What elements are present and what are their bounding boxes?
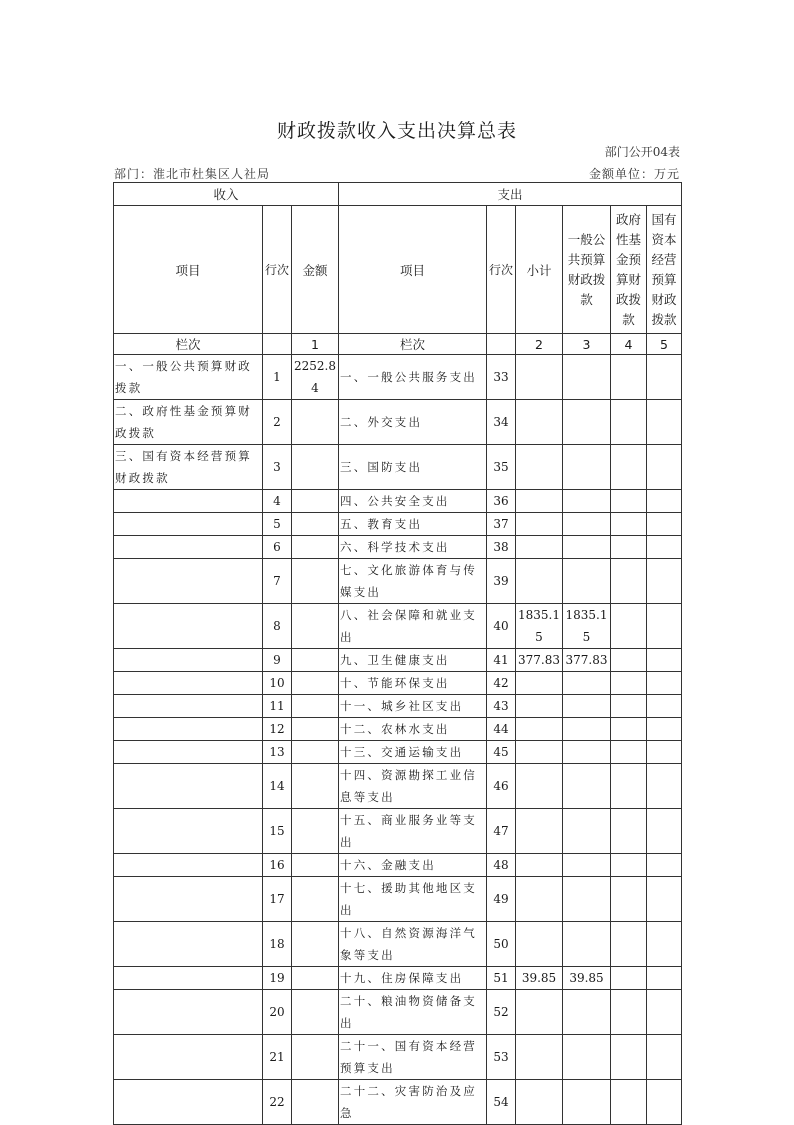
table-row [114,922,682,967]
income-amount-cell [292,877,339,922]
state-capital-amount-cell [647,672,682,695]
table-row [114,355,682,400]
income-item-cell [114,1035,263,1080]
general-budget-amount-cell [563,672,611,695]
gov-fund-amount-cell [611,1035,647,1080]
income-header: 收入 [114,183,339,206]
expense-item-cell: 二十二、灾害防治及应急 [339,1080,487,1125]
state-capital-amount-cell [647,445,682,490]
income-line-cell: 11 [263,695,292,718]
income-amount-cell [292,741,339,764]
general-budget-amount-cell [563,400,611,445]
income-item-cell [114,536,263,559]
income-line-cell: 2 [263,400,292,445]
col-number-4: 4 [611,334,647,355]
general-budget-amount-cell [563,1035,611,1080]
subtotal-amount-cell [516,1035,563,1080]
gov-fund-amount-cell [611,764,647,809]
income-amount-cell [292,604,339,649]
income-line-cell: 12 [263,718,292,741]
state-capital-amount-cell [647,741,682,764]
expense-item-cell: 五、教育支出 [339,513,487,536]
subtotal-amount-cell [516,877,563,922]
income-line-cell: 22 [263,1080,292,1125]
income-item-cell [114,967,263,990]
gov-fund-amount-cell [611,695,647,718]
state-capital-amount-cell [647,400,682,445]
general-budget-amount-cell [563,445,611,490]
state-capital-amount-cell [647,718,682,741]
expense-line-cell: 52 [487,990,516,1035]
expense-line-cell: 37 [487,513,516,536]
subtotal-amount-cell [516,809,563,854]
state-capital-amount-cell [647,990,682,1035]
general-budget-amount-cell [563,536,611,559]
income-item-cell [114,513,263,536]
expense-item-cell: 十四、资源勘探工业信息等支出 [339,764,487,809]
income-amount-cell [292,990,339,1035]
gov-fund-amount-cell [611,513,647,536]
subtotal-amount-cell [516,1080,563,1125]
income-amount-cell [292,764,339,809]
income-item-cell [114,559,263,604]
gov-fund-amount-cell [611,604,647,649]
expense-line-cell: 41 [487,649,516,672]
income-item-cell [114,695,263,718]
subtotal-header: 小计 [516,206,563,334]
form-number: 部门公开04表 [604,145,680,159]
expense-item-cell: 十一、城乡社区支出 [339,695,487,718]
gov-fund-amount-cell [611,355,647,400]
table-row [114,764,682,809]
expense-line-cell: 34 [487,400,516,445]
income-amount-cell [292,672,339,695]
subtotal-amount-cell [516,400,563,445]
col-number-2: 2 [516,334,563,355]
table-row [114,445,682,490]
table-row [114,854,682,877]
income-item-cell [114,718,263,741]
subtotal-amount-cell: 1835.15 [516,604,563,649]
subtotal-amount-cell: 39.85 [516,967,563,990]
income-line-cell: 1 [263,355,292,400]
income-item-cell [114,877,263,922]
expense-item-header: 项目 [339,206,487,334]
expense-line-cell: 40 [487,604,516,649]
table-row [114,877,682,922]
expense-item-cell: 十七、援助其他地区支出 [339,877,487,922]
income-line-cell: 10 [263,672,292,695]
subtotal-amount-cell [516,490,563,513]
subtotal-amount-cell [516,672,563,695]
income-line-cell: 16 [263,854,292,877]
table-row [114,400,682,445]
gov-fund-amount-cell [611,1080,647,1125]
expense-item-cell: 十九、住房保障支出 [339,967,487,990]
table-row [114,513,682,536]
expense-line-cell: 35 [487,445,516,490]
expense-item-cell: 二十、粮油物资储备支出 [339,990,487,1035]
state-capital-header: 国有资本经营预算财政拨款 [647,206,682,334]
income-line-cell: 14 [263,764,292,809]
subtotal-amount-cell [516,854,563,877]
general-budget-amount-cell [563,990,611,1035]
general-budget-amount-cell [563,1080,611,1125]
expense-item-cell: 一、一般公共服务支出 [339,355,487,400]
subtotal-amount-cell [516,718,563,741]
income-item-cell [114,990,263,1035]
state-capital-amount-cell [647,877,682,922]
general-budget-amount-cell: 1835.15 [563,604,611,649]
state-capital-amount-cell [647,1080,682,1125]
state-capital-amount-cell [647,922,682,967]
subtotal-amount-cell [516,695,563,718]
table-row [114,1080,682,1125]
expense-line-cell: 54 [487,1080,516,1125]
gov-fund-amount-cell [611,400,647,445]
state-capital-amount-cell [647,355,682,400]
table-row [114,649,682,672]
income-line-cell: 15 [263,809,292,854]
general-budget-amount-cell [563,695,611,718]
expense-line-cell: 45 [487,741,516,764]
income-item-cell [114,649,263,672]
gov-fund-amount-cell [611,741,647,764]
table-row [114,559,682,604]
table-row [114,809,682,854]
gov-fund-amount-cell [611,672,647,695]
expense-header: 支出 [339,183,682,206]
subtotal-amount-cell [516,445,563,490]
income-line-cell: 9 [263,649,292,672]
income-amount-cell [292,445,339,490]
income-amount-cell [292,536,339,559]
table-row [114,967,682,990]
income-line-cell: 6 [263,536,292,559]
income-amount-cell [292,922,339,967]
subtotal-amount-cell [516,764,563,809]
subtotal-amount-cell: 377.83 [516,649,563,672]
expense-line-cell: 47 [487,809,516,854]
expense-item-cell: 二、外交支出 [339,400,487,445]
table-row [114,718,682,741]
income-amount-cell [292,490,339,513]
income-line-cell: 18 [263,922,292,967]
expense-item-cell: 二十一、国有资本经营预算支出 [339,1035,487,1080]
gov-fund-amount-cell [611,922,647,967]
income-line-cell: 5 [263,513,292,536]
general-budget-amount-cell [563,355,611,400]
general-budget-amount-cell [563,809,611,854]
expense-line-cell: 51 [487,967,516,990]
gov-fund-amount-cell [611,718,647,741]
expense-item-cell: 八、社会保障和就业支出 [339,604,487,649]
expense-item-cell: 十六、金融支出 [339,854,487,877]
income-line-cell: 8 [263,604,292,649]
gov-fund-amount-cell [611,536,647,559]
table-row [114,536,682,559]
income-line-header: 行次 [263,206,292,334]
state-capital-amount-cell [647,513,682,536]
page-title: 财政拨款收入支出决算总表 [276,120,517,142]
income-item-cell [114,809,263,854]
expense-line-cell: 53 [487,1035,516,1080]
expense-item-cell: 六、科学技术支出 [339,536,487,559]
state-capital-amount-cell [647,764,682,809]
income-line-cell: 19 [263,967,292,990]
expense-item-cell: 三、国防支出 [339,445,487,490]
general-budget-amount-cell [563,854,611,877]
income-item-cell: 一、一般公共预算财政拨款 [114,355,263,400]
income-amount-cell [292,718,339,741]
expense-line-cell: 38 [487,536,516,559]
expense-line-cell: 42 [487,672,516,695]
expense-line-cell: 44 [487,718,516,741]
col-number-3: 3 [563,334,611,355]
income-line-cell: 20 [263,990,292,1035]
table-row [114,695,682,718]
expense-item-cell: 十二、农林水支出 [339,718,487,741]
income-line-cell: 13 [263,741,292,764]
income-item-cell [114,741,263,764]
gov-fund-amount-cell [611,854,647,877]
income-amount-cell [292,854,339,877]
expense-line-cell: 33 [487,355,516,400]
income-amount-cell [292,559,339,604]
state-capital-amount-cell [647,604,682,649]
income-amount-cell [292,400,339,445]
subtotal-amount-cell [516,741,563,764]
table-row [114,604,682,649]
table-row [114,490,682,513]
empty-cell [263,334,292,355]
income-item-cell [114,490,263,513]
general-budget-amount-cell [563,741,611,764]
gov-fund-amount-cell [611,649,647,672]
col-label-income: 栏次 [114,334,263,355]
gov-fund-amount-cell [611,967,647,990]
expense-item-cell: 十八、自然资源海洋气象等支出 [339,922,487,967]
income-amount-cell [292,1035,339,1080]
col-number-5: 5 [647,334,682,355]
general-budget-amount-cell [563,490,611,513]
income-item-cell [114,604,263,649]
income-amount-cell: 2252.84 [292,355,339,400]
fiscal-summary-table [113,182,682,1125]
expense-item-cell: 十三、交通运输支出 [339,741,487,764]
state-capital-amount-cell [647,536,682,559]
state-capital-amount-cell [647,559,682,604]
general-budget-amount-cell: 377.83 [563,649,611,672]
amount-unit-label: 金额单位：万元 [588,167,680,181]
gov-fund-amount-cell [611,877,647,922]
income-line-cell: 7 [263,559,292,604]
gov-fund-amount-cell [611,445,647,490]
income-amount-cell [292,513,339,536]
state-capital-amount-cell [647,1035,682,1080]
income-item-cell: 二、政府性基金预算财政拨款 [114,400,263,445]
subtotal-amount-cell [516,990,563,1035]
subtotal-amount-cell [516,559,563,604]
table-row [114,1035,682,1080]
income-amount-header: 金额 [292,206,339,334]
expense-item-cell: 十、节能环保支出 [339,672,487,695]
expense-line-cell: 36 [487,490,516,513]
expense-line-cell: 39 [487,559,516,604]
income-amount-cell [292,809,339,854]
expense-item-cell: 四、公共安全支出 [339,490,487,513]
expense-line-cell: 46 [487,764,516,809]
subtotal-amount-cell [516,513,563,536]
income-line-cell: 17 [263,877,292,922]
expense-item-cell: 七、文化旅游体育与传媒支出 [339,559,487,604]
general-budget-amount-cell [563,559,611,604]
empty-cell [487,334,516,355]
table-row [114,990,682,1035]
state-capital-amount-cell [647,809,682,854]
expense-line-header: 行次 [487,206,516,334]
expense-line-cell: 43 [487,695,516,718]
subtotal-amount-cell [516,536,563,559]
state-capital-amount-cell [647,490,682,513]
col-number-1: 1 [292,334,339,355]
income-amount-cell [292,649,339,672]
income-item-cell [114,1080,263,1125]
income-item-cell [114,672,263,695]
income-line-cell: 21 [263,1035,292,1080]
income-item-cell [114,854,263,877]
income-item-cell: 三、国有资本经营预算财政拨款 [114,445,263,490]
table-row [114,741,682,764]
general-budget-amount-cell [563,718,611,741]
gov-fund-amount-cell [611,490,647,513]
income-amount-cell [292,1080,339,1125]
income-amount-cell [292,695,339,718]
subtotal-amount-cell [516,922,563,967]
gov-fund-amount-cell [611,990,647,1035]
income-item-header: 项目 [114,206,263,334]
expense-item-cell: 九、卫生健康支出 [339,649,487,672]
state-capital-amount-cell [647,854,682,877]
general-budget-amount-cell [563,877,611,922]
income-item-cell [114,764,263,809]
gov-fund-amount-cell [611,809,647,854]
gov-fund-header: 政府性基金预算财政拨款 [611,206,647,334]
income-line-cell: 4 [263,490,292,513]
subtotal-amount-cell [516,355,563,400]
expense-line-cell: 49 [487,877,516,922]
state-capital-amount-cell [647,695,682,718]
general-budget-amount-cell: 39.85 [563,967,611,990]
table-row [114,672,682,695]
state-capital-amount-cell [647,967,682,990]
income-item-cell [114,922,263,967]
expense-item-cell: 十五、商业服务业等支出 [339,809,487,854]
general-budget-amount-cell [563,764,611,809]
general-budget-amount-cell [563,922,611,967]
income-amount-cell [292,967,339,990]
general-budget-amount-cell [563,513,611,536]
expense-line-cell: 50 [487,922,516,967]
expense-line-cell: 48 [487,854,516,877]
col-label-expense: 栏次 [339,334,487,355]
income-line-cell: 3 [263,445,292,490]
general-budget-header: 一般公共预算财政拨款 [563,206,611,334]
state-capital-amount-cell [647,649,682,672]
gov-fund-amount-cell [611,559,647,604]
department-label: 部门：淮北市杜集区人社局 [114,167,271,181]
